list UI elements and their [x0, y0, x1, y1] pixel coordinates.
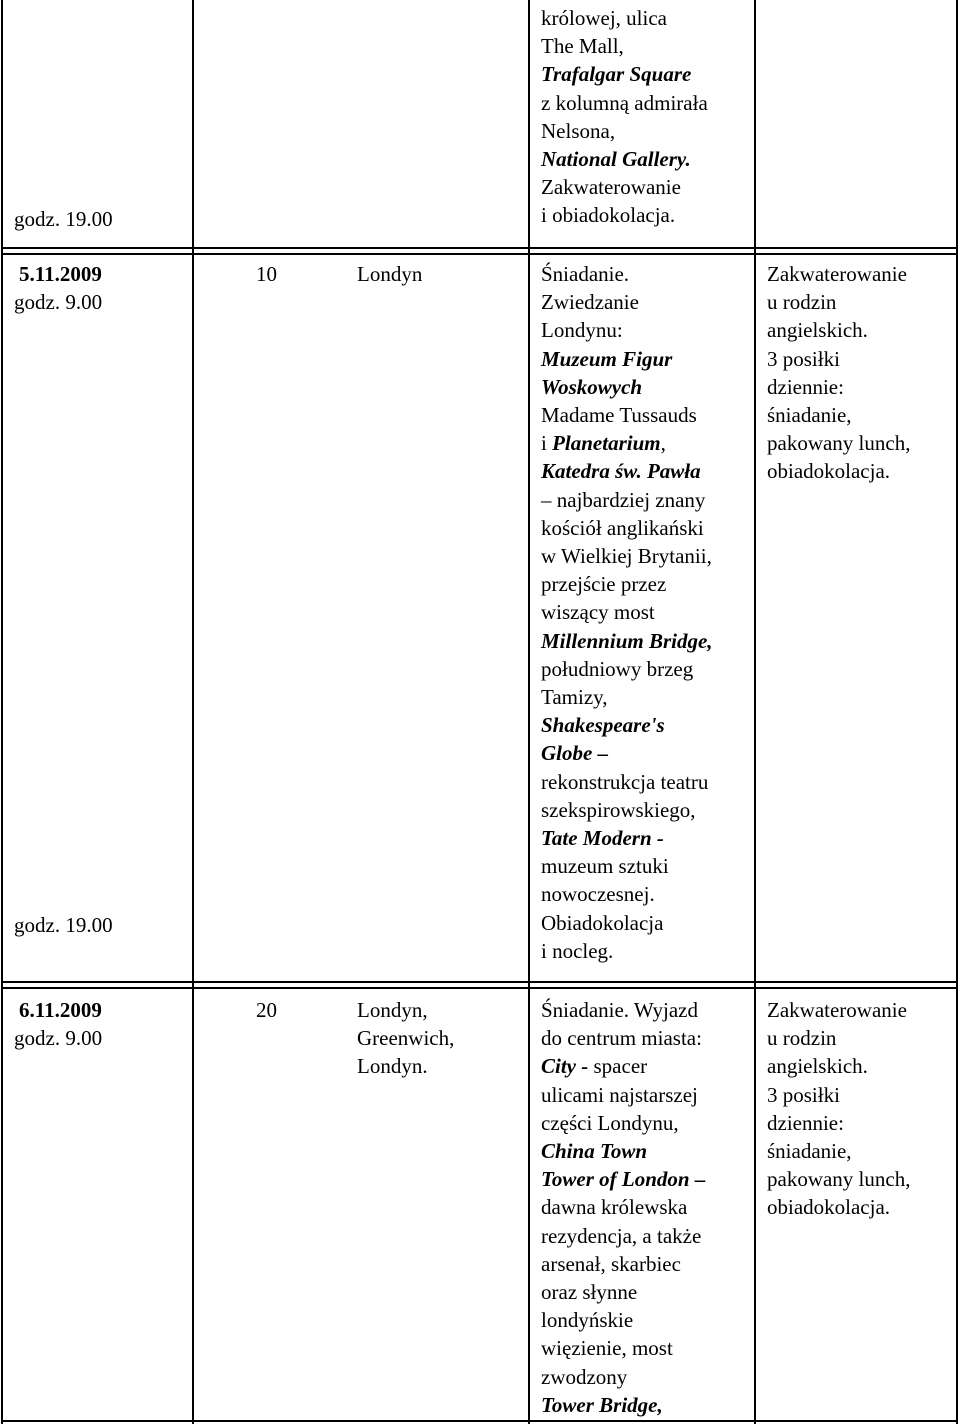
program-line: Tower of London –	[541, 1167, 706, 1192]
program-line: i nocleg.	[541, 938, 614, 963]
accommodation-line: Zakwaterowanie	[767, 998, 907, 1022]
program-line: Tate Modern -	[541, 826, 664, 851]
program-line: królowej, ulica	[541, 6, 667, 30]
program-line: Muzeum Figur	[541, 346, 673, 371]
program-line: nowoczesnej.	[541, 882, 655, 907]
table-border	[528, 0, 530, 1424]
accommodation-line: angielskich.	[767, 318, 868, 343]
place-line: Greenwich,	[357, 1026, 455, 1051]
accommodation-cell	[767, 260, 910, 486]
accommodation-cell	[767, 996, 910, 1222]
accommodation-line: dziennie:	[767, 1110, 844, 1135]
program-line: przejście przez	[541, 572, 667, 597]
accommodation-line: śniadanie,	[767, 1139, 852, 1164]
program-line: Globe –	[541, 741, 609, 766]
program-line: rekonstrukcja teatru	[541, 769, 709, 794]
table-border	[1, 0, 3, 1424]
program-line: Millennium Bridge,	[541, 628, 713, 653]
program-line: Śniadanie.	[541, 262, 630, 286]
program-cell	[541, 4, 708, 230]
program-line: kościół anglikański	[541, 515, 704, 540]
accommodation-line: dziennie:	[767, 374, 844, 399]
program-line: oraz słynne	[541, 1280, 638, 1305]
program-line: China Town	[541, 1139, 648, 1164]
program-line: – najbardziej znany	[541, 487, 706, 512]
program-line: Trafalgar Square	[541, 62, 692, 87]
program-line: i obiadokolacja.	[541, 203, 676, 228]
table-border	[1, 987, 958, 989]
accommodation-line: 3 posiłki	[767, 1082, 840, 1107]
program-line: arsenał, skarbiec	[541, 1251, 681, 1276]
program-line: Londynu:	[541, 318, 623, 343]
accommodation-line: pakowany lunch,	[767, 431, 911, 456]
place-cell	[357, 996, 454, 1081]
table-border	[1, 1420, 958, 1422]
date: 5.11.2009	[19, 262, 102, 286]
table-border	[192, 0, 194, 1424]
program-cell	[541, 260, 713, 965]
program-line: Shakespeare's	[541, 713, 665, 738]
table-border	[1, 981, 958, 983]
table-border	[1, 247, 958, 249]
place-line: Londyn,	[357, 998, 428, 1022]
program-line: do centrum miasta:	[541, 1026, 702, 1051]
departure-time: godz. 19.00	[14, 207, 113, 231]
accommodation-line: Zakwaterowanie	[767, 262, 907, 286]
program-line: Nelsona,	[541, 118, 616, 143]
place-line: Londyn.	[357, 1054, 428, 1079]
program-line: londyńskie	[541, 1308, 634, 1333]
accommodation-line: u rodzin	[767, 1026, 837, 1051]
program-line: i Planetarium,	[541, 431, 666, 456]
distance-km: 20	[256, 998, 277, 1022]
program-line: National Gallery.	[541, 147, 691, 172]
table-border	[1, 253, 958, 255]
accommodation-line: obiadokolacja.	[767, 459, 891, 484]
distance-km: 10	[256, 262, 277, 286]
program-line: z kolumną admirała	[541, 90, 708, 115]
start-time: godz. 9.00	[14, 290, 103, 314]
place-line: Londyn	[357, 262, 423, 286]
table-border	[754, 0, 756, 1424]
program-line: wiszący most	[541, 600, 655, 625]
program-line: Tamizy,	[541, 685, 608, 710]
accommodation-line: obiadokolacja.	[767, 1195, 891, 1220]
table-border	[956, 0, 958, 1424]
accommodation-line: u rodzin	[767, 290, 837, 315]
program-line: więzienie, most	[541, 1336, 673, 1361]
accommodation-line: 3 posiłki	[767, 346, 840, 371]
program-line: City - spacer	[541, 1054, 648, 1079]
program-line: zwodzony	[541, 1364, 628, 1389]
program-line: Tower Bridge,	[541, 1392, 663, 1417]
program-line: Obiadokolacja	[541, 910, 664, 935]
program-line: Katedra św. Pawła	[541, 459, 701, 484]
program-line: Śniadanie. Wyjazd	[541, 998, 698, 1022]
program-line: ulicami najstarszej	[541, 1082, 698, 1107]
program-line: Woskowych	[541, 374, 643, 399]
start-time: godz. 9.00	[14, 1026, 103, 1050]
program-line: rezydencja, a także	[541, 1223, 702, 1248]
program-line: dawna królewska	[541, 1195, 688, 1220]
date: 6.11.2009	[19, 998, 102, 1022]
program-line: muzeum sztuki	[541, 854, 669, 879]
accommodation-line: śniadanie,	[767, 403, 852, 428]
place-cell	[357, 260, 422, 288]
program-line: szekspirowskiego,	[541, 797, 696, 822]
program-line: The Mall,	[541, 34, 624, 59]
program-cell	[541, 996, 705, 1419]
accommodation-line: pakowany lunch,	[767, 1167, 911, 1192]
departure-time: godz. 19.00	[14, 913, 113, 937]
program-line: części Londynu,	[541, 1110, 679, 1135]
program-line: Zakwaterowanie	[541, 175, 681, 200]
program-line: Zwiedzanie	[541, 290, 639, 315]
program-line: w Wielkiej Brytanii,	[541, 544, 712, 569]
accommodation-line: angielskich.	[767, 1054, 868, 1079]
program-line: Madame Tussauds	[541, 403, 697, 428]
program-line: południowy brzeg	[541, 656, 694, 681]
